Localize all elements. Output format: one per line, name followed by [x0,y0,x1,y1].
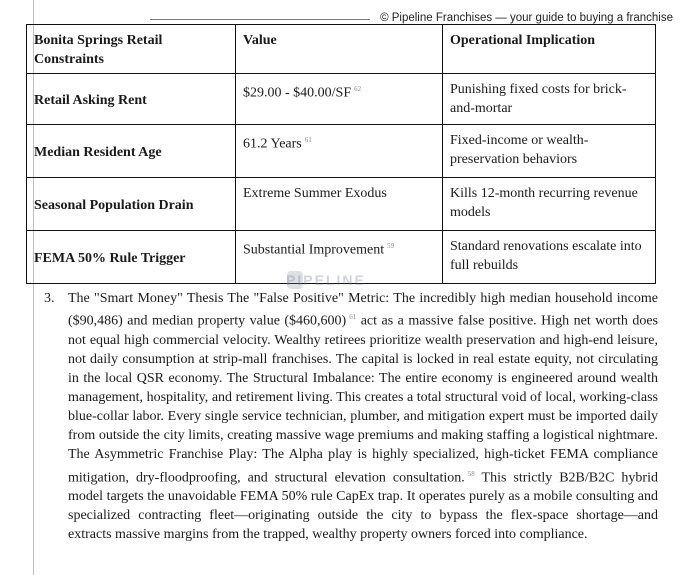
item-number: 3. [44,291,55,306]
footnote-ref: 61 [304,136,312,144]
row-implication: Punishing fixed costs for brick-and-mortar [443,74,656,125]
row-value: $29.00 - $40.00/SF $^{62}$ [236,74,443,125]
table-row [27,178,656,231]
banner-rule [150,19,370,20]
row-constraint: Seasonal Population Drain [27,178,236,231]
footnote-ref: 59 [387,242,395,250]
row-constraint: Median Resident Age [27,125,236,178]
row-value: Extreme Summer Exodus [236,178,443,231]
numbered-paragraph [46,289,658,545]
row-implication: Fixed-income or wealth-preservation behaviors [443,125,656,178]
header-implication: Operational Implication [443,25,656,74]
footnote-ref: 58 [467,469,475,478]
header-constraints: Bonita Springs Retail Constraints [27,25,236,74]
header-value: Value [236,25,443,74]
table-row [27,74,656,125]
row-constraint: Retail Asking Rent [27,74,236,125]
table-header-row [27,25,656,74]
constraints-table [26,24,656,284]
table-row [27,125,656,178]
row-value: 61.2 Years $^{61}$ [236,125,443,178]
footnote-ref: 61 [349,313,357,322]
row-implication: Standard renovations escalate into full rebuilds [443,231,656,284]
row-constraint: FEMA 50% Rule Trigger [27,231,236,284]
watermark: PIPELINE [286,272,366,288]
row-value: Substantial Improvement $^{59}$ [236,231,443,284]
paragraph-body: The "Smart Money" Thesis The "False Positive" Metric: The incredibly high median household income ($90,486) and median property value ($460,600) $^{61}$ act as a massive false positive. High net worth does not equal high commercial velocity. Wealthy retirees prioritize wealth preservation and high-end leisure, not daily consumption at strip-mall franchises. The capital is locked in real estate equity, not circulating in the local QSR economy. The Structural Imbalance: The entire economy is engineered around wealth management, hospitality, and retirement living. This creates a total structural void of local, working-class blue-collar labor. Every single service technician, plumber, and mitigation expert must be imported daily from outside the city limits, creating massive wage premiums and making staffing a logistical nightmare. The Asymmetric Franchise Play: The Alpha play is highly specialized, high-ticket FEMA compliance mitigation, dry-floodproofing, and structural elevation consultation. $^{58}$ This strictly B2B/B2C hybrid model targets the unavoidable FEMA 50% rule CapEx trap. It operates purely as a mobile consulting and specialized contracting fleet—originating outside the city to bypass the flex-space shortage—and extracts massive margins from the trapped, wealthy property owners forced into compliance. [68,291,658,543]
source-banner: © Pipeline Franchises — your guide to buying a franchise [377,12,673,24]
row-implication: Kills 12-month recurring revenue models [443,178,656,231]
footnote-ref: 62 [354,85,362,93]
